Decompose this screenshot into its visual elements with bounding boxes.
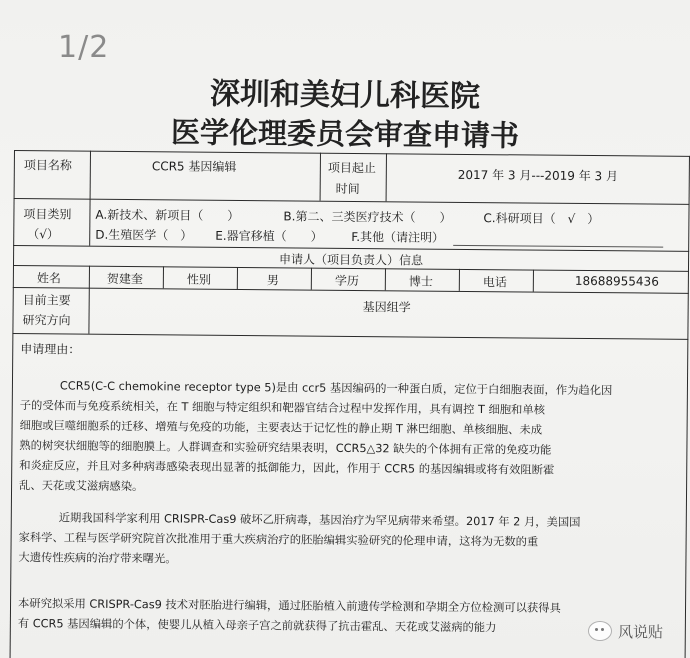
other-fill-underline	[453, 245, 663, 248]
category-option-b: B.第二、三类医疗技术（ ）	[283, 209, 452, 225]
hospital-title: 深圳和美妇儿科医院	[209, 76, 481, 115]
table-line	[12, 333, 688, 340]
reason-line: 近期我国科学家利用 CRISPR-Cas9 破坏乙肝病毒，基因治疗为罕见病带来希望。2017 年 2 月，美国国	[58, 511, 581, 529]
project-period-label-1: 项目起止	[327, 160, 376, 176]
gender-label: 性别	[186, 272, 211, 287]
reason-line: 有 CCR5 基因编辑的个体，使婴儿从植入母亲子宫之前就获得了抗击霍乱、天花或艾滋病的能力	[17, 617, 497, 635]
reason-line: CCR5(C-C chemokine receptor type 5)是由 ccr5 基因编码的一种蛋白质，定位于白细胞表面，作为趋化因	[59, 379, 613, 398]
watermark-text: 风说贴	[618, 622, 664, 641]
reason-line: 本研究拟采用 CRISPR-Cas9 技术对胚胎进行编辑，通过胚胎植入前遗传学检测和孕期全方位检测可以获得具	[17, 597, 561, 615]
table-line	[237, 267, 238, 289]
table-line	[385, 268, 386, 290]
category-option-a: A.新技术、新项目（ ）	[95, 207, 240, 223]
project-period-label-2: 时间	[335, 181, 360, 197]
project-name-label: 项目名称	[23, 158, 72, 173]
table-line	[320, 153, 321, 201]
phone-value: 18688955436	[574, 273, 659, 289]
table-line	[311, 268, 312, 290]
page-number: 1/2	[58, 30, 110, 65]
watermark	[588, 616, 688, 646]
reason-line: 熟的树突状细胞等的细胞膜上。人群调查和实验研究结果表明，CCR5△32 缺失的个体拥有正常的免疫功能	[19, 439, 552, 457]
application-form-table	[10, 150, 690, 658]
form-title: 医学伦理委员会审查申请书	[170, 115, 520, 153]
table-line	[10, 150, 15, 658]
applicant-name-value: 贺建奎	[106, 271, 143, 287]
reason-line: 子的受体而与免疫系统相关，在 T 细胞与特定组织和靶器官结合过程中发挥作用，具有调控 T 细胞和单核	[19, 399, 546, 417]
applicant-name-label: 姓名	[36, 271, 61, 286]
applicant-info-header: 申请人（项目负责人）信息	[278, 252, 424, 268]
reason-line: 乱、天花或艾滋病感染。	[19, 479, 144, 494]
phone-label: 电话	[482, 275, 507, 290]
project-period-value: 2017 年 3 月---2019 年 3 月	[457, 167, 619, 184]
table-line	[533, 270, 534, 292]
project-category-label: 项目类别	[23, 207, 72, 222]
gender-value: 男	[266, 273, 279, 288]
chat-bubble-icon	[588, 621, 612, 641]
category-option-c: C.科研项目（ √ ）	[483, 211, 600, 227]
category-option-f: F.其他（请注明）	[351, 229, 445, 245]
education-label: 学历	[334, 273, 359, 289]
table-line	[89, 199, 90, 246]
table-line	[163, 266, 164, 288]
table-line	[459, 269, 460, 291]
table-line	[386, 153, 387, 201]
reason-line: 和炎症反应，并且对多种病毒感染表现出显著的抵御能力，因此，作用于 CCR5 的基因编辑或将有效阻断霍	[19, 459, 555, 477]
research-direction-value: 基因组学	[362, 300, 411, 315]
reason-line: 细胞或巨噬细胞系的迁移、增殖与免疫的功能，主要表达于记忆性的静止期 T 淋巴细胞、单核细胞、未成	[19, 419, 543, 437]
table-line	[89, 266, 90, 288]
table-line	[685, 156, 690, 658]
project-name-value: CCR5 基因编辑	[151, 159, 237, 174]
application-reason-label: 申请理由：	[20, 342, 81, 357]
education-value: 博士	[408, 274, 433, 289]
reason-line: 大遗传性疾病的治疗带来曙光。	[18, 551, 177, 566]
category-option-e: E.器官移植（ ）	[215, 228, 323, 244]
research-direction-label-1: 目前主要	[22, 293, 71, 308]
table-line	[90, 151, 91, 199]
table-line	[14, 198, 690, 205]
reason-line: 家科学、工程与医学研究院首次批准用于重大疾病治疗的胚胎编辑实验研究的伦理申请，这将为无数的重	[18, 531, 539, 549]
table-line	[88, 288, 89, 334]
category-option-d: D.生殖医学（ ）	[95, 227, 193, 243]
project-category-check: （√）	[27, 227, 59, 242]
research-direction-label-2: 研究方向	[22, 313, 71, 328]
